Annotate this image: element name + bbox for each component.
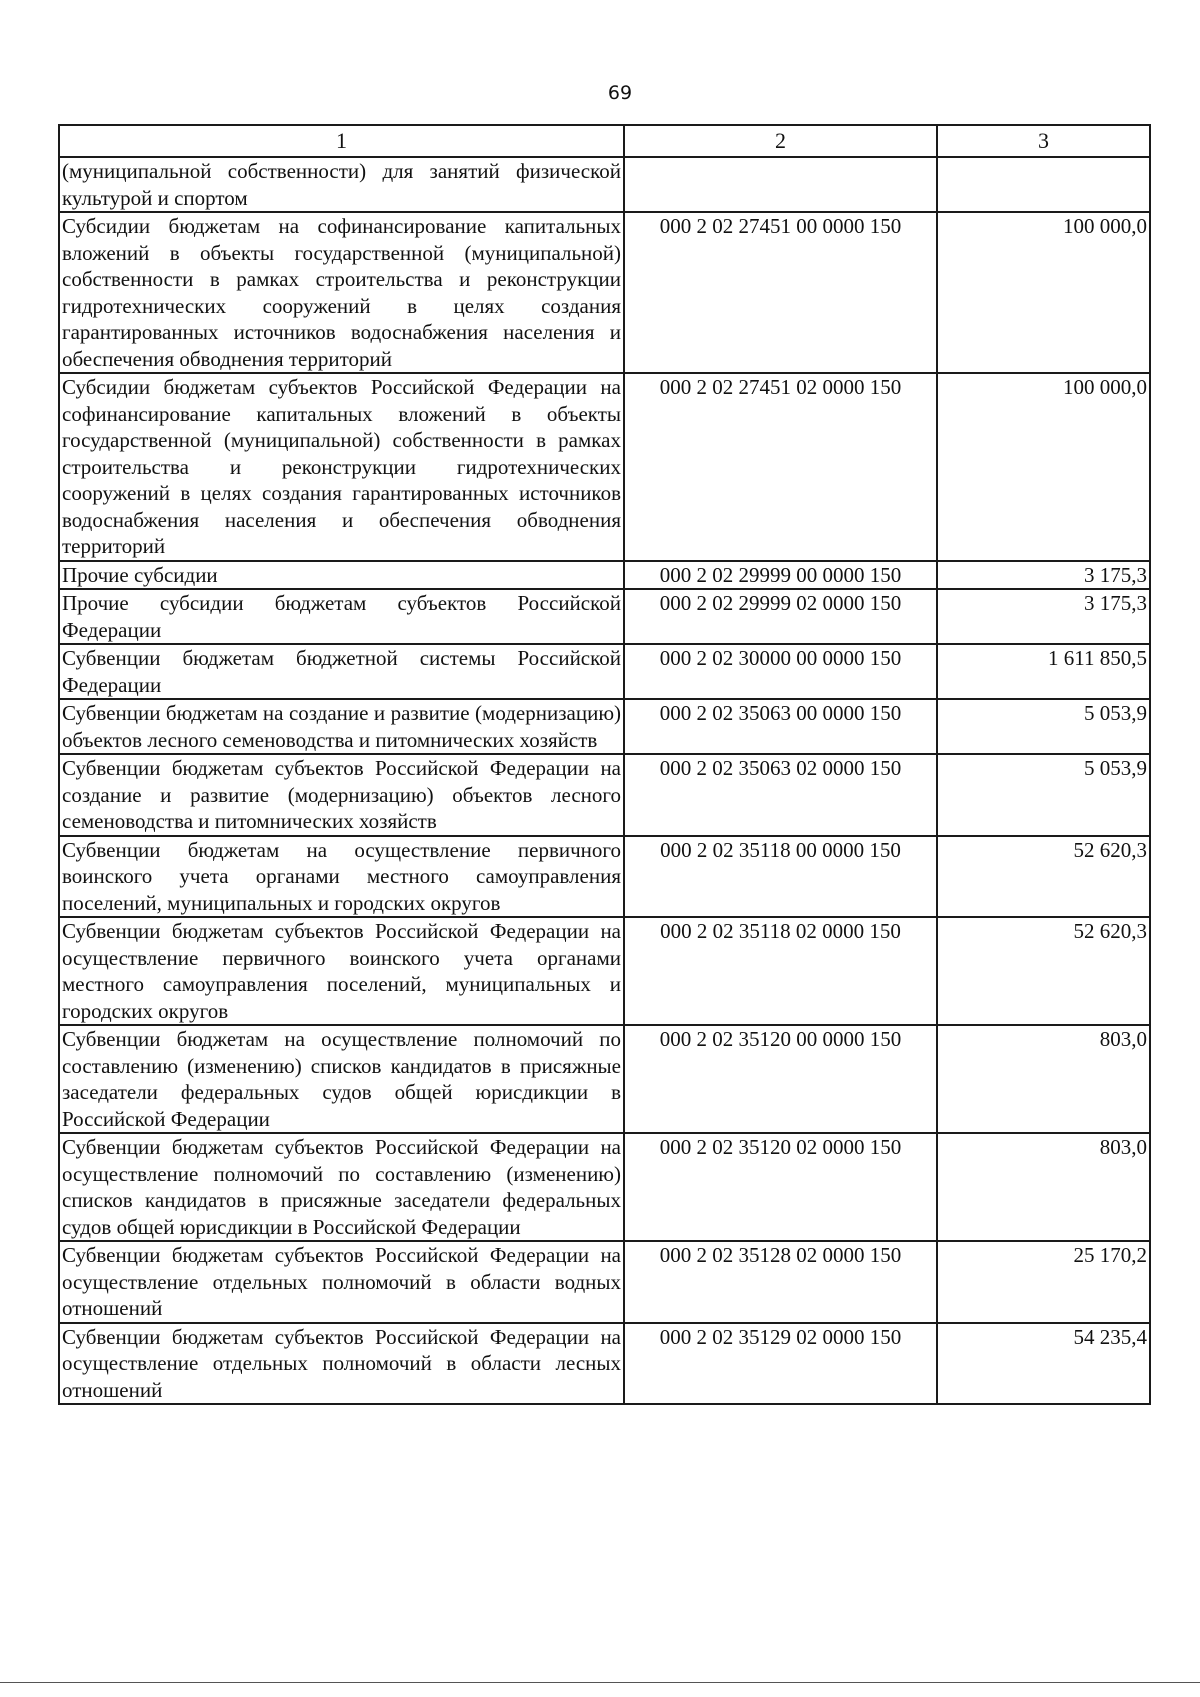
row-name: Субсидии бюджетам на софинансирование капитальных вложений в объекты государственной (муниципальной) собственности в рамках строительства и реконструкции гидротехнических сооружений в целях создания гарантированных источников водоснабжения населения и обеспечения обводнения территорий	[59, 212, 624, 373]
table-row	[59, 644, 1150, 699]
row-code: 000 2 02 27451 02 0000 150	[624, 373, 937, 561]
table-row	[59, 561, 1150, 590]
table-row	[59, 1133, 1150, 1241]
row-amount: 3 175,3	[937, 589, 1150, 644]
row-code: 000 2 02 30000 00 0000 150	[624, 644, 937, 699]
table-row	[59, 373, 1150, 561]
page-bottom-rule	[0, 1682, 1200, 1683]
row-name: Прочие субсидии	[59, 561, 624, 590]
table-row	[59, 836, 1150, 918]
row-code: 000 2 02 29999 00 0000 150	[624, 561, 937, 590]
row-amount: 803,0	[937, 1133, 1150, 1241]
row-amount: 54 235,4	[937, 1323, 1150, 1405]
table-row	[59, 699, 1150, 754]
page-number: 69	[607, 82, 633, 104]
row-name: Субвенции бюджетам субъектов Российской Федерации на осуществление отдельных полномочий в области лесных отношений	[59, 1323, 624, 1405]
row-name: Субсидии бюджетам субъектов Российской Федерации на софинансирование капитальных вложений в объекты государственной (муниципальной) собственности в рамках строительства и реконструкции гидротехнических сооружений в целях создания гарантированных источников водоснабжения населения и обеспечения обводнения территорий	[59, 373, 624, 561]
table-row	[59, 917, 1150, 1025]
row-amount: 52 620,3	[937, 836, 1150, 918]
row-amount: 100 000,0	[937, 212, 1150, 373]
row-name: Субвенции бюджетам бюджетной системы Российской Федерации	[59, 644, 624, 699]
row-code: 000 2 02 35129 02 0000 150	[624, 1323, 937, 1405]
row-code: 000 2 02 35120 02 0000 150	[624, 1133, 937, 1241]
row-amount: 5 053,9	[937, 754, 1150, 836]
table-row	[59, 1241, 1150, 1323]
row-code	[624, 157, 937, 212]
table-row	[59, 1025, 1150, 1133]
row-code: 000 2 02 35063 02 0000 150	[624, 754, 937, 836]
table-row	[59, 1323, 1150, 1405]
row-code: 000 2 02 35128 02 0000 150	[624, 1241, 937, 1323]
table-row	[59, 589, 1150, 644]
column-header-name: 1	[59, 125, 624, 157]
table-row	[59, 157, 1150, 212]
row-name: Субвенции бюджетам субъектов Российской Федерации на осуществление первичного воинского учета органами местного самоуправления поселений, муниципальных и городских округов	[59, 917, 624, 1025]
table-row	[59, 212, 1150, 373]
row-name: Субвенции бюджетам субъектов Российской Федерации на осуществление отдельных полномочий в области водных отношений	[59, 1241, 624, 1323]
row-name: (муниципальной собственности) для занятий физической культурой и спортом	[59, 157, 624, 212]
budget-revenue-table	[58, 124, 1151, 1405]
row-name: Субвенции бюджетам субъектов Российской Федерации на создание и развитие (модернизацию) объектов лесного семеноводства и питомнических хозяйств	[59, 754, 624, 836]
row-name: Субвенции бюджетам субъектов Российской Федерации на осуществление полномочий по составлению (изменению) списков кандидатов в присяжные заседатели федеральных судов общей юрисдикции в Российской Федерации	[59, 1133, 624, 1241]
row-code: 000 2 02 27451 00 0000 150	[624, 212, 937, 373]
row-name: Субвенции бюджетам на создание и развитие (модернизацию) объектов лесного семеноводства и питомнических хозяйств	[59, 699, 624, 754]
row-amount: 3 175,3	[937, 561, 1150, 590]
table-row	[59, 754, 1150, 836]
row-amount: 25 170,2	[937, 1241, 1150, 1323]
column-header-code: 2	[624, 125, 937, 157]
row-code: 000 2 02 29999 02 0000 150	[624, 589, 937, 644]
column-header-amount: 3	[937, 125, 1150, 157]
row-amount	[937, 157, 1150, 212]
row-name: Субвенции бюджетам на осуществление первичного воинского учета органами местного самоуправления поселений, муниципальных и городских округов	[59, 836, 624, 918]
row-amount: 803,0	[937, 1025, 1150, 1133]
row-code: 000 2 02 35063 00 0000 150	[624, 699, 937, 754]
row-name: Субвенции бюджетам на осуществление полномочий по составлению (изменению) списков кандидатов в присяжные заседатели федеральных судов общей юрисдикции в Российской Федерации	[59, 1025, 624, 1133]
row-amount: 52 620,3	[937, 917, 1150, 1025]
row-amount: 1 611 850,5	[937, 644, 1150, 699]
row-code: 000 2 02 35118 02 0000 150	[624, 917, 937, 1025]
row-amount: 100 000,0	[937, 373, 1150, 561]
row-code: 000 2 02 35120 00 0000 150	[624, 1025, 937, 1133]
row-code: 000 2 02 35118 00 0000 150	[624, 836, 937, 918]
table-header-row	[59, 125, 1150, 157]
row-name: Прочие субсидии бюджетам субъектов Российской Федерации	[59, 589, 624, 644]
row-amount: 5 053,9	[937, 699, 1150, 754]
